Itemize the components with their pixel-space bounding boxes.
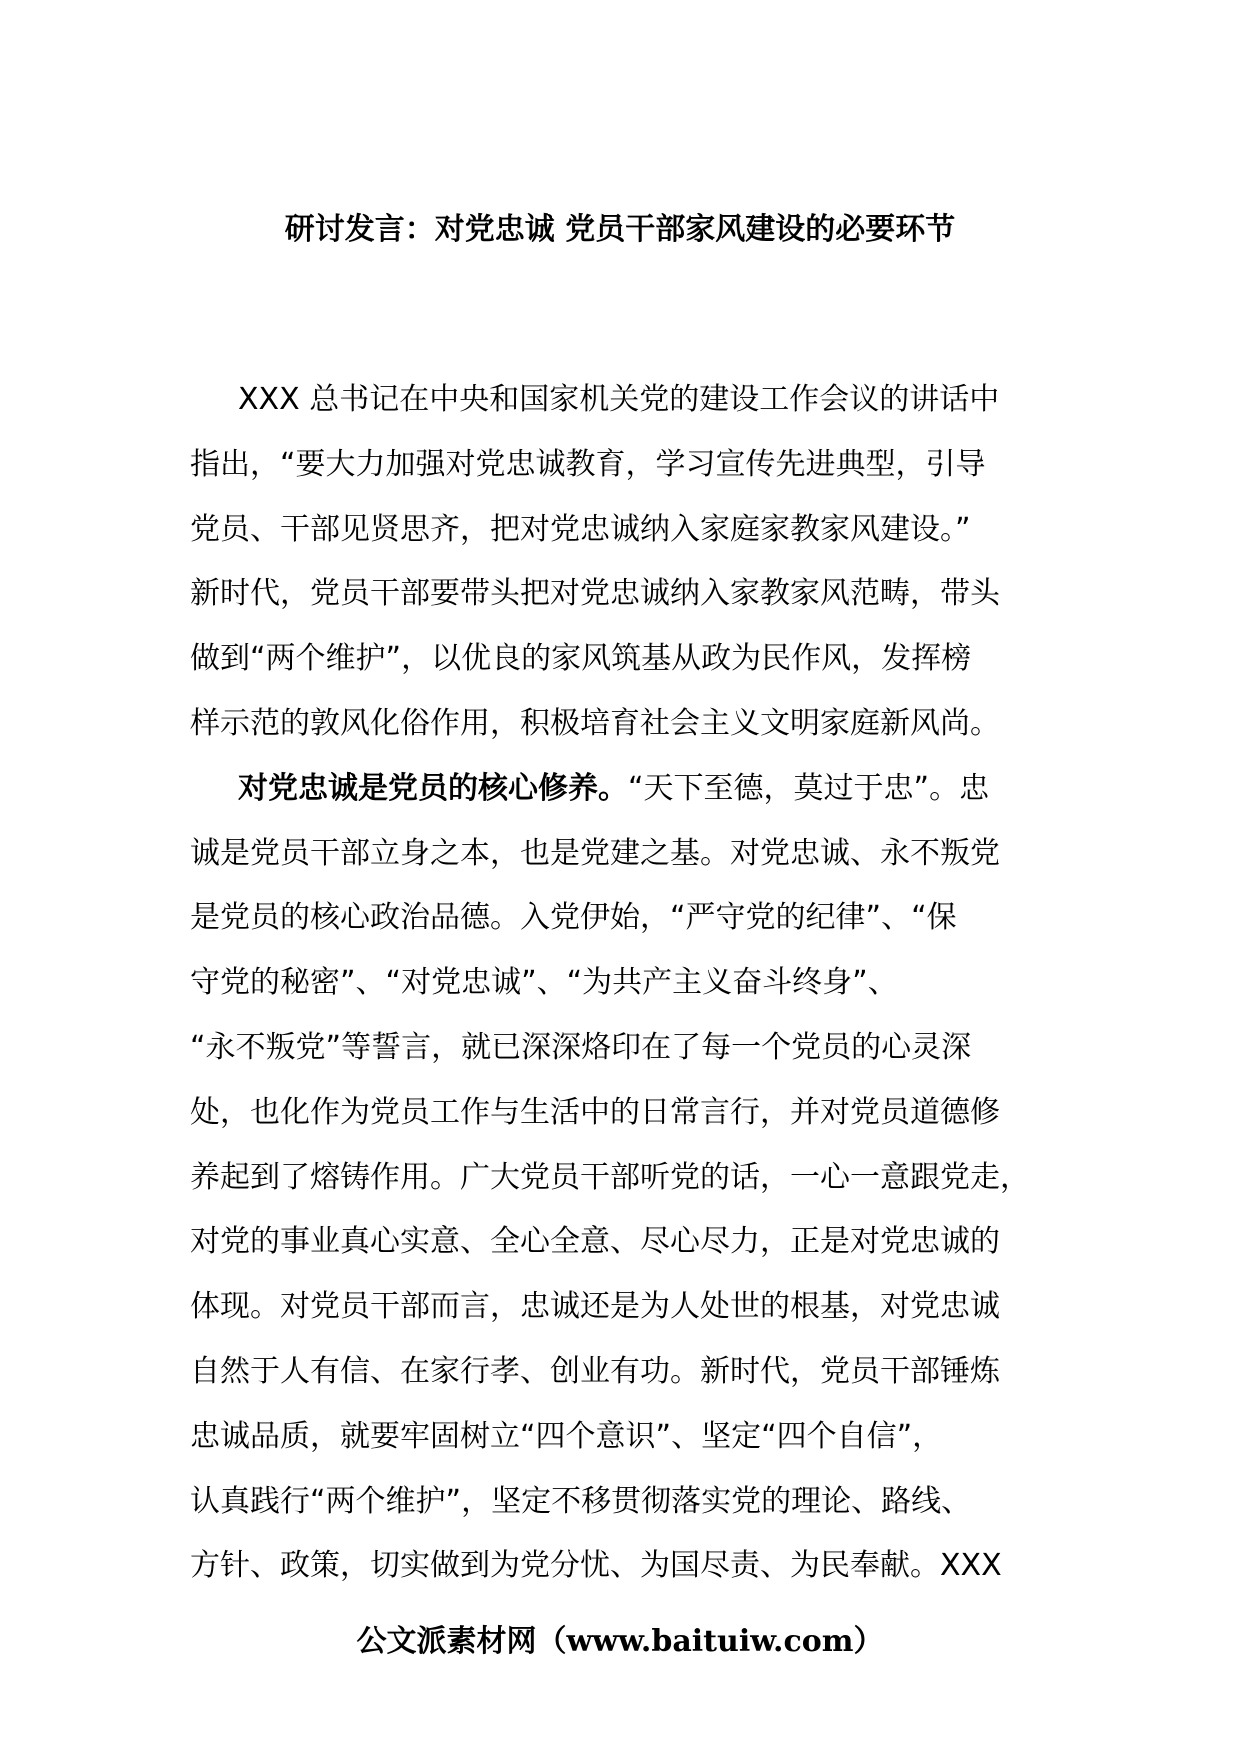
paragraph-line: 守党的秘密”、“对党忠诚”、“为共产主义奋斗终身”、 [190, 965, 898, 1001]
footer-watermark: 公文派素材网（www.baituiw.com） [356, 1624, 884, 1659]
paragraph-line: 诚是党员干部立身之本，也是党建之基。对党忠诚、永不叛党 [190, 835, 1000, 871]
paragraph-line: 新时代，党员干部要带头把对党忠诚纳入家教家风范畴，带头 [190, 576, 1000, 612]
paragraph-line: 党员、干部见贤思齐，把对党忠诚纳入家庭家教家风建设。” [190, 511, 971, 547]
paragraph-line: 做到“两个维护”，以优良的家风筑基从政为民作风，发挥榜 [190, 641, 972, 677]
paragraph-line: 指出，“要大力加强对党忠诚教育，学习宣传先进典型，引导 [190, 446, 986, 482]
paragraph-line: “永不叛党”等誓言，就已深深烙印在了每一个党员的心灵深 [190, 1029, 972, 1065]
paragraph-line: 体现。对党员干部而言，忠诚还是为人处世的根基，对党忠诚 [190, 1289, 1000, 1325]
paragraph-line: XXX 总书记在中央和国家机关党的建设工作会议的讲话中 [238, 382, 1000, 417]
paragraph-line: 自然于人有信、在家行孝、创业有功。新时代，党员干部锤炼 [190, 1353, 1000, 1389]
paragraph-line: 方针、政策，切实做到为党分忧、为国尽责、为民奉献。XXX [190, 1548, 1002, 1584]
paragraph-line: 对党的事业真心实意、全心全意、尽心尽力，正是对党忠诚的 [190, 1224, 1000, 1260]
document-body [190, 368, 1070, 1599]
paragraph-line: 是党员的核心政治品德。入党伊始，“严守党的纪律”、“保 [190, 900, 957, 936]
paragraph-line [190, 757, 1070, 822]
paragraph-line: 认真践行“两个维护”，坚定不移贯彻落实党的理论、路线、 [190, 1483, 972, 1519]
paragraph-line: 养起到了熔铸作用。广大党员干部听党的话，一心一意跟党走， [190, 1159, 1030, 1195]
paragraph-line: 处，也化作为党员工作与生活中的日常言行，并对党员道德修 [190, 1094, 1000, 1130]
paragraph-line: 样示范的敦风化俗作用，积极培育社会主义文明家庭新风尚。 [190, 705, 1000, 741]
document-title: 研讨发言：对党忠诚 党员干部家风建设的必要环节 [284, 212, 956, 247]
section-heading: 对党忠诚是党员的核心修养。 [238, 770, 628, 806]
paragraph-line: 忠诚品质，就要牢固树立“四个意识”、坚定“四个自信”， [190, 1418, 943, 1454]
paragraph-text: “天下至德，莫过于忠”。忠 [628, 770, 990, 806]
